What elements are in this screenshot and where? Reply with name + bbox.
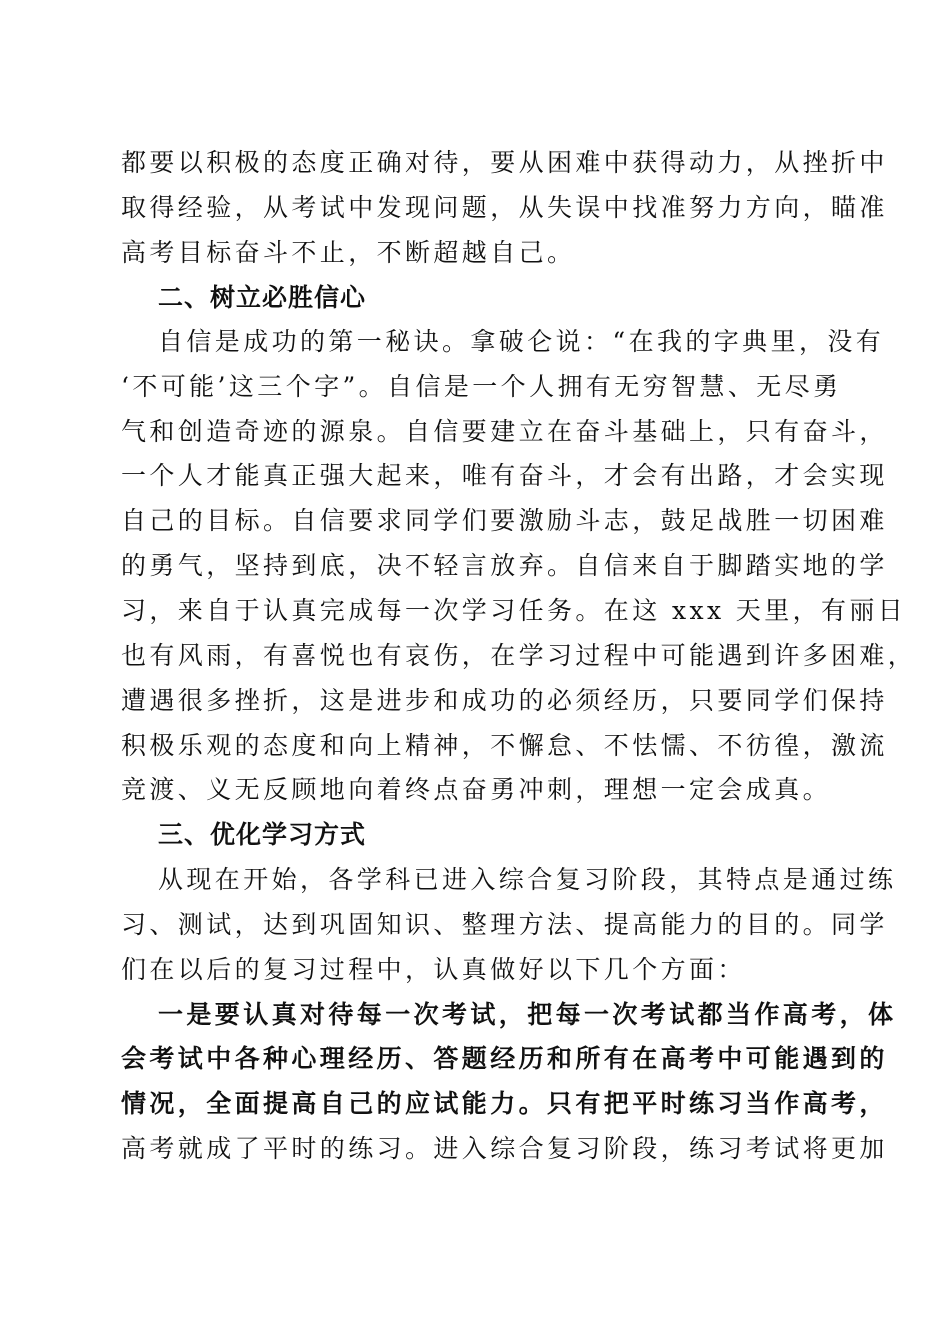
paragraph-line: 习，来自于认真完成每一次学习任务。在这 xxx 天里，有丽日 [121, 596, 907, 625]
paragraph-line: 自己的目标。自信要求同学们要激励斗志，鼓足战胜一切困难 [121, 506, 888, 535]
section-heading: 三、优化学习方式 [158, 820, 367, 849]
paragraph-line: 都要以积极的态度正确对待，要从困难中获得动力，从挫折中 [121, 148, 888, 177]
paragraph-line: 的勇气，坚持到底，决不轻言放弃。自信来自于脚踏实地的学 [121, 551, 888, 580]
paragraph-line: 们在以后的复习过程中，认真做好以下几个方面： [121, 955, 746, 984]
paragraph-line: 自信是成功的第一秘诀。拿破仑说：“在我的字典里，没有 [158, 327, 885, 356]
section-heading: 二、树立必胜信心 [158, 283, 367, 312]
paragraph-line: ‘不可能’这三个字”。自信是一个人拥有无穷智慧、无尽勇 [121, 372, 842, 401]
paragraph-line: 高考目标奋斗不止，不断超越自己。 [121, 238, 576, 267]
paragraph-line: 从现在开始，各学科已进入综合复习阶段，其特点是通过练 [158, 865, 897, 894]
paragraph-line: 一个人才能真正强大起来，唯有奋斗，才会有出路，才会实现 [121, 461, 888, 490]
paragraph-line: 习、测试，达到巩固知识、整理方法、提高能力的目的。同学 [121, 910, 888, 939]
paragraph-line: 高考就成了平时的练习。进入综合复习阶段，练习考试将更加 [121, 1134, 888, 1163]
paragraph-line: 气和创造奇迹的源泉。自信要建立在奋斗基础上，只有奋斗， [121, 417, 888, 446]
paragraph-line: 一是要认真对待每一次考试，把每一次考试都当作高考，体 [158, 1000, 897, 1029]
paragraph-line: 积极乐观的态度和向上精神，不懈怠、不怯懦、不彷徨，激流 [121, 731, 888, 760]
paragraph-line: 遭遇很多挫折，这是进步和成功的必须经历，只要同学们保持 [121, 686, 888, 715]
paragraph-line: 也有风雨，有喜悦也有哀伤，在学习过程中可能遇到许多困难， [121, 641, 917, 670]
paragraph-line: 取得经验，从考试中发现问题，从失误中找准努力方向，瞄准 [121, 193, 888, 222]
paragraph-line: 竞渡、义无反顾地向着终点奋勇冲刺，理想一定会成真。 [121, 775, 832, 804]
paragraph-line: 情况，全面提高自己的应试能力。只有把平时练习当作高考， [121, 1089, 888, 1118]
paragraph-line: 会考试中各种心理经历、答题经历和所有在高考中可能遇到的 [121, 1044, 888, 1073]
